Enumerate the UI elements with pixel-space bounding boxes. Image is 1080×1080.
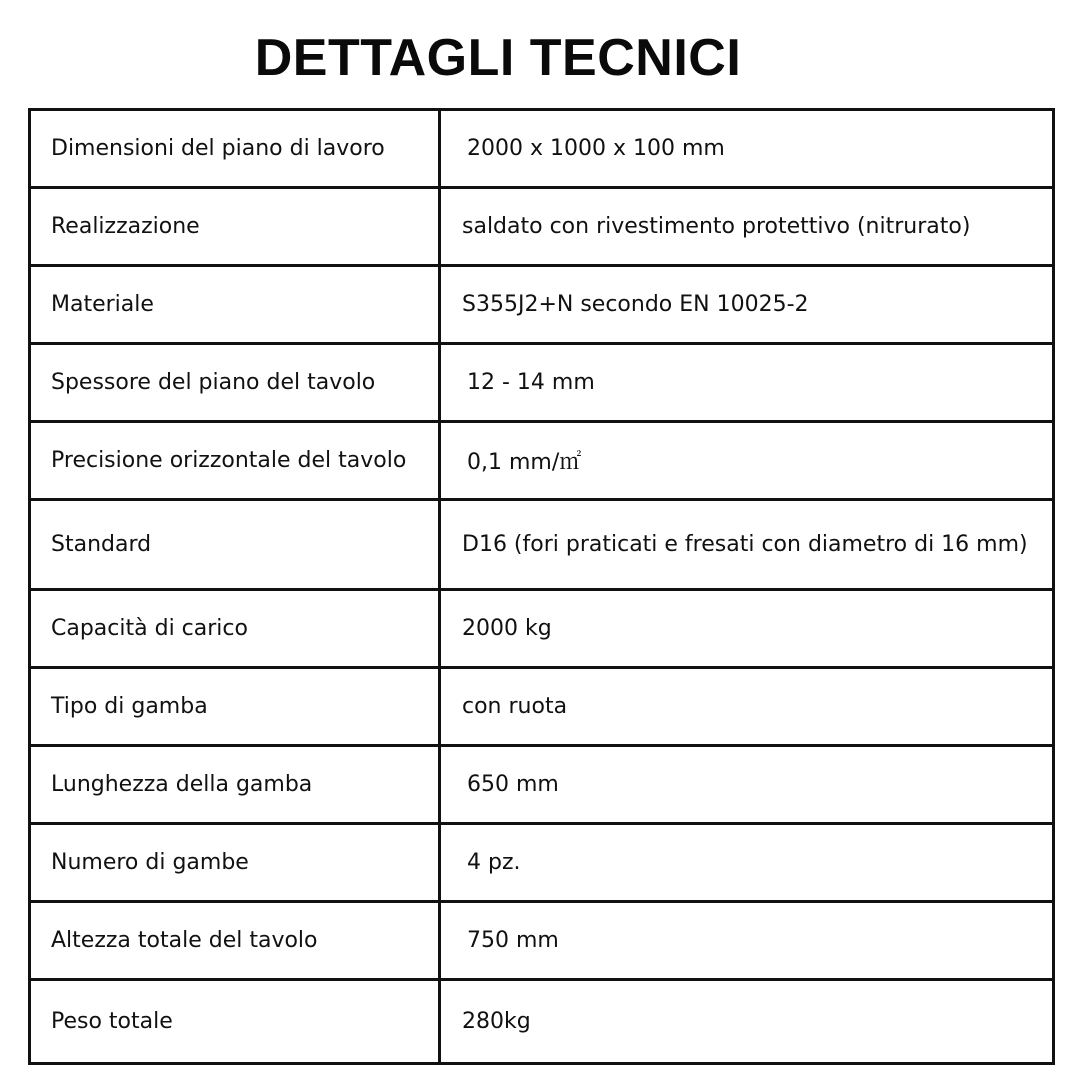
spec-value: saldato con rivestimento protettivo (nitrurato) — [440, 188, 1054, 266]
spec-value: 750 mm — [440, 902, 1054, 980]
table-row — [30, 980, 1054, 1064]
spec-value: 0,1 mm/㎡ — [440, 422, 1054, 500]
spec-value: 12 - 14 mm — [440, 344, 1054, 422]
spec-label: Standard — [30, 500, 440, 590]
spec-label: Spessore del piano del tavolo — [30, 344, 440, 422]
table-row — [30, 422, 1054, 500]
spec-value: 280kg — [440, 980, 1054, 1064]
spec-label: Numero di gambe — [30, 824, 440, 902]
spec-value: con ruota — [440, 668, 1054, 746]
spec-label: Peso totale — [30, 980, 440, 1064]
spec-value: 2000 x 1000 x 100 mm — [440, 110, 1054, 188]
spec-value: S355J2+N secondo EN 10025-2 — [440, 266, 1054, 344]
spec-value: 4 pz. — [440, 824, 1054, 902]
table-row — [30, 344, 1054, 422]
table-row — [30, 824, 1054, 902]
table-row — [30, 746, 1054, 824]
spec-label: Dimensioni del piano di lavoro — [30, 110, 440, 188]
spec-label: Tipo di gamba — [30, 668, 440, 746]
spec-label: Altezza totale del tavolo — [30, 902, 440, 980]
spec-label: Realizzazione — [30, 188, 440, 266]
spec-value: 650 mm — [440, 746, 1054, 824]
spec-value: 2000 kg — [440, 590, 1054, 668]
table-row — [30, 668, 1054, 746]
spec-label: Capacità di carico — [30, 590, 440, 668]
table-row — [30, 188, 1054, 266]
spec-label: Precisione orizzontale del tavolo — [30, 422, 440, 500]
table-row — [30, 902, 1054, 980]
table-row — [30, 590, 1054, 668]
spec-label: Materiale — [30, 266, 440, 344]
technical-specs-table — [28, 108, 1055, 1065]
table-row — [30, 500, 1054, 590]
spec-value: D16 (fori praticati e fresati con diametro di 16 mm) — [440, 500, 1054, 590]
spec-label: Lunghezza della gamba — [30, 746, 440, 824]
table-row — [30, 266, 1054, 344]
table-row — [30, 110, 1054, 188]
page-title: DETTAGLI TECNICI — [254, 29, 742, 87]
